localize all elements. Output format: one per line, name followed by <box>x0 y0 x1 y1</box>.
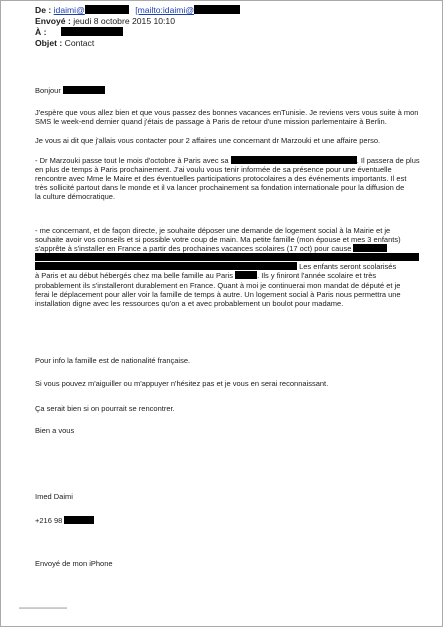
redacted-line <box>35 253 423 262</box>
paragraph-5 <box>35 356 423 365</box>
subject-label: Objet : <box>35 38 63 48</box>
text-line: J'espère que vous allez bien et que vous passez des bonnes vacances enTunisie. Je reviens vers vous suite à mon <box>35 108 419 117</box>
redaction-block <box>231 156 357 164</box>
text-line: rencontre avec Mme le Maire et des éventuelles participations protocolaires a des événements importants. Il est <box>35 174 407 184</box>
redaction-block <box>64 516 94 524</box>
paragraph-2 <box>35 136 423 145</box>
text-line: la culture démocratique. <box>35 192 116 202</box>
greeting: Bonjour <box>35 86 423 95</box>
mailto-link[interactable]: [mailto:idaimi@ <box>135 5 195 15</box>
redaction-block <box>353 244 387 252</box>
redaction-block <box>85 5 129 14</box>
signature-phone: +216 98 <box>35 516 423 525</box>
paragraph-3 <box>35 156 423 201</box>
paragraph-7 <box>35 404 423 413</box>
text-line: très sollicité partout dans le monde et il va lancer prochainement sa fondation internationale pour la diffusion de <box>35 183 405 193</box>
text-line: Je vous ai dit que j'allais vous contacter pour 2 affaires une concernant dr Marzouki et une affaire perso. <box>35 136 381 145</box>
from-row <box>35 5 240 15</box>
text-line: SMS le week-end dernier quand j'étais de passage à Paris de retour d'une mission parlementaire à Berlin. <box>35 117 387 127</box>
faded-text-artifact: ▬▬▬▬▬▬▬▬ <box>19 605 67 611</box>
sent-row <box>35 16 175 26</box>
text-line: souhaite avoir vos conseils et si possible votre coup de main. Ma petite famille (mon épouse et mes 3 enfants) <box>35 235 401 245</box>
paragraph-6 <box>35 379 423 388</box>
text-line: - me concernant, et de façon directe, je souhaite déposer une demande de logement social à la Mairie et je <box>35 226 391 235</box>
sent-date: jeudi 8 octobre 2015 10:10 <box>73 16 175 26</box>
text-line: ferai le déplacement pour aller voir la famille de temps à autre. Un logement social à Paris nous permettra une <box>35 289 401 299</box>
redaction-block <box>61 27 123 36</box>
text-line: s'apprête à s'installer en France a partir des prochaines vacances scolaires (17 oct) pour cause <box>35 244 423 253</box>
redaction-block <box>63 86 105 94</box>
text-line: Les enfants seront scolarisés <box>35 262 423 271</box>
text-line: Pour info la famille est de nationalité française. <box>35 356 191 365</box>
from-label: De : <box>35 5 52 15</box>
text-line: installation digne avec les ressources qu'on a et avec probablement un boulot pour madame. <box>35 298 344 308</box>
sent-label: Envoyé : <box>35 16 71 26</box>
paragraph-4 <box>35 226 423 308</box>
redaction-block <box>194 5 240 14</box>
text-line: - Dr Marzouki passe tout le mois d'octobre à Paris avec sa . Il passera de plus <box>35 156 420 165</box>
paragraph-1 <box>35 108 423 126</box>
text-line: à Paris et au début hébergés chez ma belle famille au Paris . Ils y finiront l'année scolaire et très <box>35 271 377 281</box>
text-line: en plus de temps à Paris prochainement. J'ai voulu vous tenir informée de sa présence pour une éventuelle <box>35 165 392 175</box>
text-line: Ça serait bien si on pourrait se rencontrer. <box>35 404 175 413</box>
sent-from-iphone: Envoyé de mon iPhone <box>35 559 113 568</box>
to-row <box>35 27 123 37</box>
subject-value: Contact <box>64 38 95 48</box>
signature-name: Imed Daimi <box>35 492 73 501</box>
closing: Bien a vous <box>35 426 75 435</box>
redaction-block <box>35 253 419 261</box>
text-line: Si vous pouvez m'aiguiller ou m'appuyer n'hésitez pas et je vous en serai reconnaissant. <box>35 379 329 388</box>
redaction-block <box>235 271 257 279</box>
to-label: À : <box>35 27 47 37</box>
subject-row <box>35 38 94 48</box>
from-email-link[interactable]: idaimi@ <box>53 5 85 15</box>
text-line: probablement ils s'installeront durablement en France. Quant à moi je continuerai mon mandat de député et je <box>35 280 401 290</box>
redaction-block <box>35 262 297 270</box>
